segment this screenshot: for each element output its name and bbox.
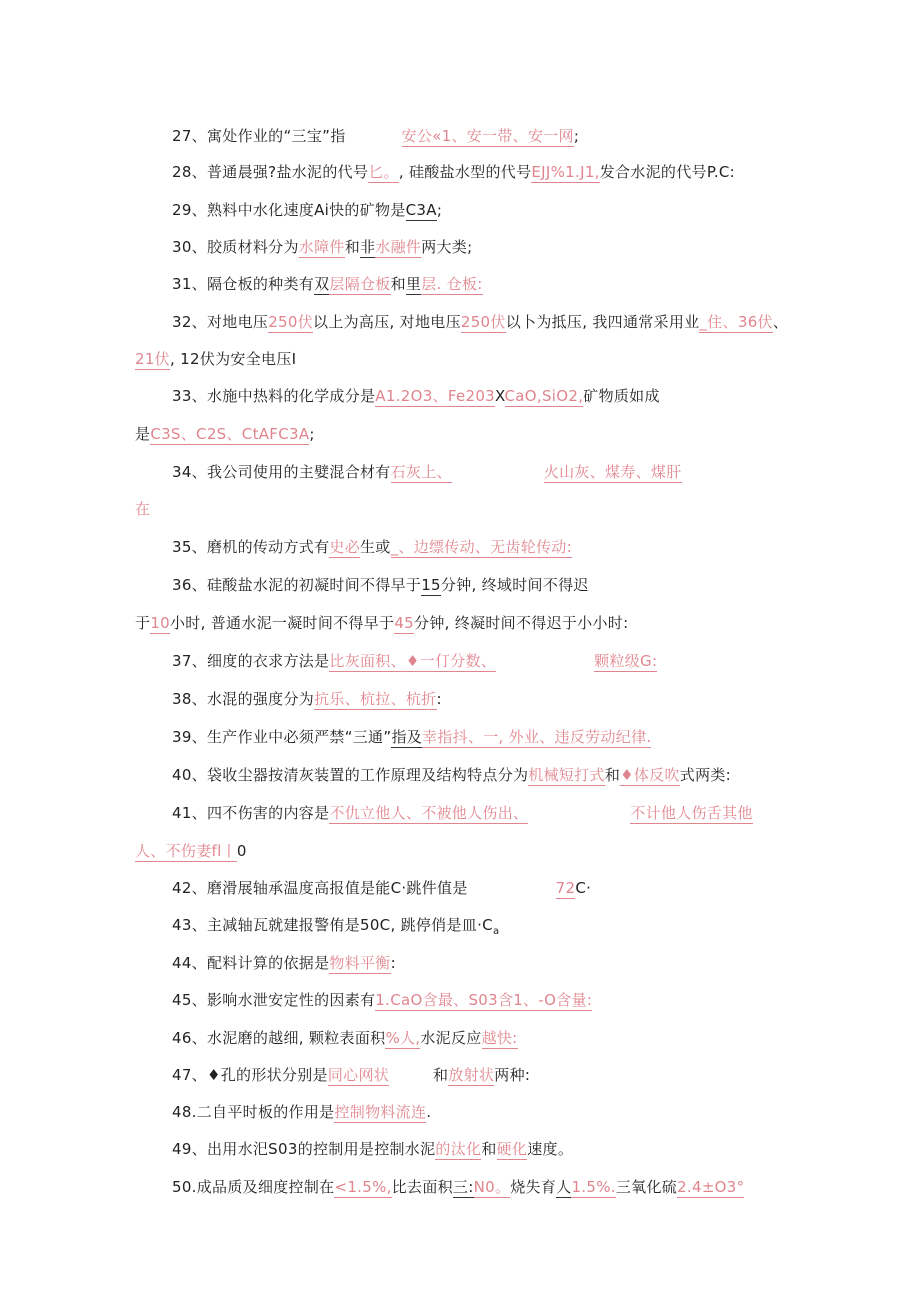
question-text: 烧失育 xyxy=(510,1178,557,1196)
question-text: 三氧化硫 xyxy=(615,1178,678,1196)
question-text: 0 xyxy=(236,842,247,860)
question-text: 以上为高压, 对地电压 xyxy=(313,313,461,331)
answer: A1.2O3、Fe203 xyxy=(375,387,496,405)
question-text: 比去面积 xyxy=(391,1178,453,1196)
question-text: 30、胶质材料分为 xyxy=(172,238,299,256)
question-text: 35、磨机的传动方式有 xyxy=(172,538,330,556)
question-41-continued xyxy=(135,841,247,861)
answer: 72 xyxy=(555,879,576,897)
answer: 层. 仓板: xyxy=(421,275,483,293)
question-text: 矿物质如成 xyxy=(583,387,660,405)
question-48 xyxy=(172,1102,431,1122)
question-text: 41、四不伤害的内容是 xyxy=(172,804,330,822)
question-33 xyxy=(172,386,660,406)
answer: CaO,SiO2, xyxy=(504,387,584,405)
answer: 2.4±O3° xyxy=(677,1178,745,1196)
question-text: 40、袋收尘器按清灰装置的工作原理及结构特点分为 xyxy=(172,766,529,784)
answer: 匕。 xyxy=(368,163,399,181)
question-text: 小时, 普通水泥一凝时间不得早于 xyxy=(170,614,395,632)
answer: N0。 xyxy=(473,1178,511,1196)
question-33-continued xyxy=(135,424,315,444)
question-text: 是 xyxy=(135,425,151,443)
question-text: 38、水混的强度分为 xyxy=(172,690,315,708)
underlined-text: 指及 xyxy=(391,728,423,746)
underlined-text: 双 xyxy=(314,275,330,293)
question-text: 于 xyxy=(135,614,151,632)
answer: 物料平衡 xyxy=(329,954,391,972)
question-text: 42、磨滑展轴承温度高报值是能C·跳件值是 xyxy=(172,879,468,897)
answer: 同心网状 xyxy=(327,1066,390,1084)
question-text: 45、影响水泄安定性的因素有 xyxy=(172,991,376,1009)
question-text: 34、我公司使用的主嬖混合材有 xyxy=(172,463,391,481)
question-text: 32、对地电压 xyxy=(172,313,269,331)
answer: %人, xyxy=(385,1029,421,1047)
question-32-continued xyxy=(135,349,296,369)
question-text: 分钟, 终域时间不得迟 xyxy=(440,576,589,594)
question-44 xyxy=(172,953,396,973)
question-text: 33、水施中热料的化学成分是 xyxy=(172,387,376,405)
answer: 硬化 xyxy=(496,1140,528,1158)
question-text: 两大类; xyxy=(421,238,473,256)
question-40 xyxy=(172,765,731,785)
question-text: 31、隔仓板的种类有 xyxy=(172,275,315,293)
question-text: 式两类: xyxy=(679,766,732,784)
answer: 1.5%. xyxy=(571,1178,616,1196)
subscript: a xyxy=(492,926,500,937)
question-38 xyxy=(172,689,442,709)
question-text: ; xyxy=(436,201,443,219)
answer: 250伏 xyxy=(268,313,314,331)
question-49 xyxy=(172,1139,573,1159)
question-text: 和 xyxy=(604,766,621,784)
question-text: 37、细度的衣求方法是 xyxy=(172,652,330,670)
question-text: , 12伏为安全电压I xyxy=(170,350,297,368)
question-41 xyxy=(172,803,753,823)
question-text: 和 xyxy=(433,1066,449,1084)
question-text: 生或 xyxy=(360,538,391,556)
question-text: , 硅酸盐水型的代号 xyxy=(398,163,532,181)
underlined-answer: C3A xyxy=(405,201,437,219)
answer: 的汰化 xyxy=(435,1140,482,1158)
question-30 xyxy=(172,237,473,257)
question-45 xyxy=(172,990,592,1010)
question-text: 和 xyxy=(481,1140,497,1158)
question-text: ; xyxy=(309,425,315,443)
answer: _住、36伏 xyxy=(699,313,773,331)
question-34 xyxy=(172,462,682,482)
question-text: 44、配料计算的依据是 xyxy=(172,954,330,972)
question-text: 28、普通晨强?盐水泥的代号 xyxy=(172,163,369,181)
question-text: ; xyxy=(573,127,580,145)
question-text: 以卜为抵压, 我四通常采用业 xyxy=(505,313,700,331)
underlined-text: 里 xyxy=(405,275,422,293)
question-37 xyxy=(172,651,657,671)
question-text: 50.成品质及细度控制在 xyxy=(172,1178,335,1196)
question-28 xyxy=(172,162,735,182)
underlined-text: 非 xyxy=(360,238,376,256)
question-text: 发合水泥的代号P.C: xyxy=(599,163,736,181)
question-text: : xyxy=(390,954,396,972)
question-47 xyxy=(172,1065,530,1085)
question-text: 39、生产作业中必须严禁“三通” xyxy=(172,728,392,746)
answer-text: 在 xyxy=(135,500,151,518)
question-text: 分钟, 终凝时间不得迟于小小时: xyxy=(414,614,629,632)
answer: 机械短打式 xyxy=(528,766,605,784)
question-31 xyxy=(172,274,483,294)
answer: 水融件 xyxy=(375,238,422,256)
question-text: 和 xyxy=(344,238,361,256)
answer: 250伏 xyxy=(460,313,506,331)
question-50 xyxy=(172,1177,744,1197)
answer: 比灰面积、♦一仃分数、 xyxy=(329,652,497,670)
answer: 人、不伤妻fl丨 xyxy=(135,842,237,860)
answer: 不计他人伤舌其他 xyxy=(630,804,753,822)
question-27 xyxy=(172,126,579,146)
answer: 1.CaO含最、S03含1、-O含量: xyxy=(375,991,593,1009)
question-text: 水泥反应 xyxy=(420,1029,482,1047)
answer: 抗乐、杭拉、杭折 xyxy=(314,690,437,708)
answer: 火山灰、煤寿、煤肝 xyxy=(543,463,682,481)
answer: 越快: xyxy=(481,1029,518,1047)
question-text: X xyxy=(495,387,505,405)
answer: 安公«1、安一带、安一网 xyxy=(401,127,574,145)
question-34-continued xyxy=(135,499,150,519)
question-46 xyxy=(172,1028,518,1048)
underlined-answer: 15 xyxy=(421,576,441,594)
question-text: C· xyxy=(575,879,592,897)
answer: 不仇立他人、不被他人伤出、 xyxy=(329,804,529,822)
question-text: 47、♦孔的形状分别是 xyxy=(172,1066,328,1084)
underlined-text: 三: xyxy=(452,1178,474,1196)
question-29 xyxy=(172,200,442,220)
question-39 xyxy=(172,727,651,747)
underlined-text: 人 xyxy=(556,1178,572,1196)
question-text: . xyxy=(426,1103,432,1121)
answer: 颗粒级G: xyxy=(594,652,658,670)
question-text: : xyxy=(436,690,442,708)
question-text: 48.二自平时板的作用是 xyxy=(172,1103,335,1121)
question-text: 43、主减轴瓦就建报警侑是50C, 跳停俏是皿·C xyxy=(172,916,493,934)
answer: 层隔仓板 xyxy=(329,275,391,293)
question-text: 两种: xyxy=(494,1066,531,1084)
question-text: 46、水泥磨的越细, 颗粒表面积 xyxy=(172,1029,386,1047)
answer: ♦体反吹 xyxy=(620,766,680,784)
question-text: 、 xyxy=(772,313,789,331)
answer: 放射状 xyxy=(448,1066,495,1084)
answer: _、边缥传动、无齿轮传动: xyxy=(390,538,573,556)
question-35 xyxy=(172,537,572,557)
answer: 石灰上、 xyxy=(390,463,452,481)
question-43 xyxy=(172,915,499,942)
question-36 xyxy=(172,575,589,595)
answer: 45 xyxy=(394,614,415,632)
question-text: 36、硅酸盐水泥的初凝时间不得早于 xyxy=(172,576,422,594)
answer: 控制物料流连 xyxy=(334,1103,427,1121)
question-text: 49、出用水汜S03的控制用是控制水泥 xyxy=(172,1140,436,1158)
answer: C3S、C2S、CtAFC3A xyxy=(150,425,310,443)
answer: 幸指抖、一, 外业、违反劳动纪律. xyxy=(422,728,652,746)
question-text: 和 xyxy=(390,275,406,293)
question-text: 27、寓处作业的“三宝”指 xyxy=(172,127,346,145)
answer: <1.5%, xyxy=(334,1178,392,1196)
answer: 水障件 xyxy=(298,238,345,256)
answer: EJJ%1.J1, xyxy=(531,163,600,181)
question-32 xyxy=(172,312,788,332)
answer: 10 xyxy=(150,614,170,632)
question-36-continued xyxy=(135,613,628,633)
question-text: 速度。 xyxy=(527,1140,574,1158)
answer: 史必 xyxy=(329,538,360,556)
question-42 xyxy=(172,878,591,898)
question-text: 29、熟料中水化速度Ai快的矿物是 xyxy=(172,201,406,219)
answer: 21伏 xyxy=(135,350,170,368)
